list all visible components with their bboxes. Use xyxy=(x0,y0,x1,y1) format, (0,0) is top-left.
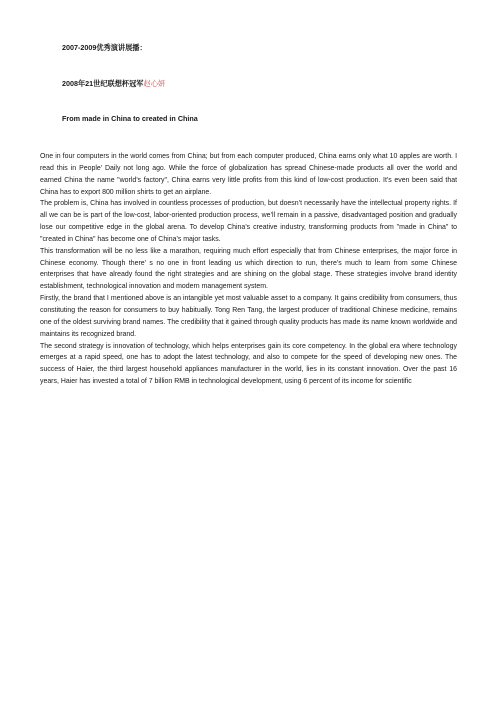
heading-event xyxy=(62,79,165,89)
heading-series: 2007-2009优秀演讲展播： xyxy=(62,43,147,52)
paragraph: The second strategy is innovation of technology, which helps enterprises gain its core competency. In the global era where technology emerges at a rapid speed, one has to adopt the latest technology, and also to compete for the speed of developing new ones. The success of Haier, the third largest household appliances manufacturer in the world, lies in its constant innovation. Over the past 16 years, Haier has invested a total of 7 billion RMB in technological development, using 6 percent of its income for scientific xyxy=(40,342,457,386)
speech-body xyxy=(40,151,457,388)
speech-title: From made in China to created in China xyxy=(62,114,198,123)
heading-event-text: 2008年21世纪联想杯冠军 xyxy=(62,79,144,88)
paragraph: The problem is, China has involved in countless processes of production, but doesn’t necessarily have the intellectual property rights. If all we can be is part of the low-cost, labor-oriented production process, we’ll remain in a passive, disadvantaged position and gradually lose our competitive edge in the global arena. To develop China’s creative industry, transforming products from "made in China" to "created in China" has become one of China’s major tasks. xyxy=(40,200,457,243)
paragraph: One in four computers in the world comes from China; but from each computer produced, China earns only what 10 apples are worth. I read this in People’ Daily not long ago. While the force of globalization has spread Chinese-made products all over the world and earned China the name "world’s factory", China earns very little profits from this kind of low-cost production. It’s even been said that China has to export 800 million shirts to get an airplane. xyxy=(40,153,457,196)
paragraph: This transformation will be no less like a marathon, requiring much effort especially that from Chinese enterprises, the major force in Chinese economy. Though there’ s no one in front leading us which direction to run, there’s much to learn from some Chinese enterprises that have already found the right strategies and are shining on the global stage. These strategies involve brand identity establishment, technological innovation and modern management system. xyxy=(40,247,457,291)
paragraph: Firstly, the brand that I mentioned above is an intangible yet most valuable asset to a company. It gains credibility from consumers, thus constituting the reason for consumers to buy habitually. Tong Ren Tang, the largest producer of traditional Chinese medicine, remains one of the oldest surviving brand names. The credibility that it gained through quality products has made its name known worldwide and maintains its recognized brand. xyxy=(40,295,457,338)
heading-author: 赵心妍 xyxy=(143,79,166,88)
